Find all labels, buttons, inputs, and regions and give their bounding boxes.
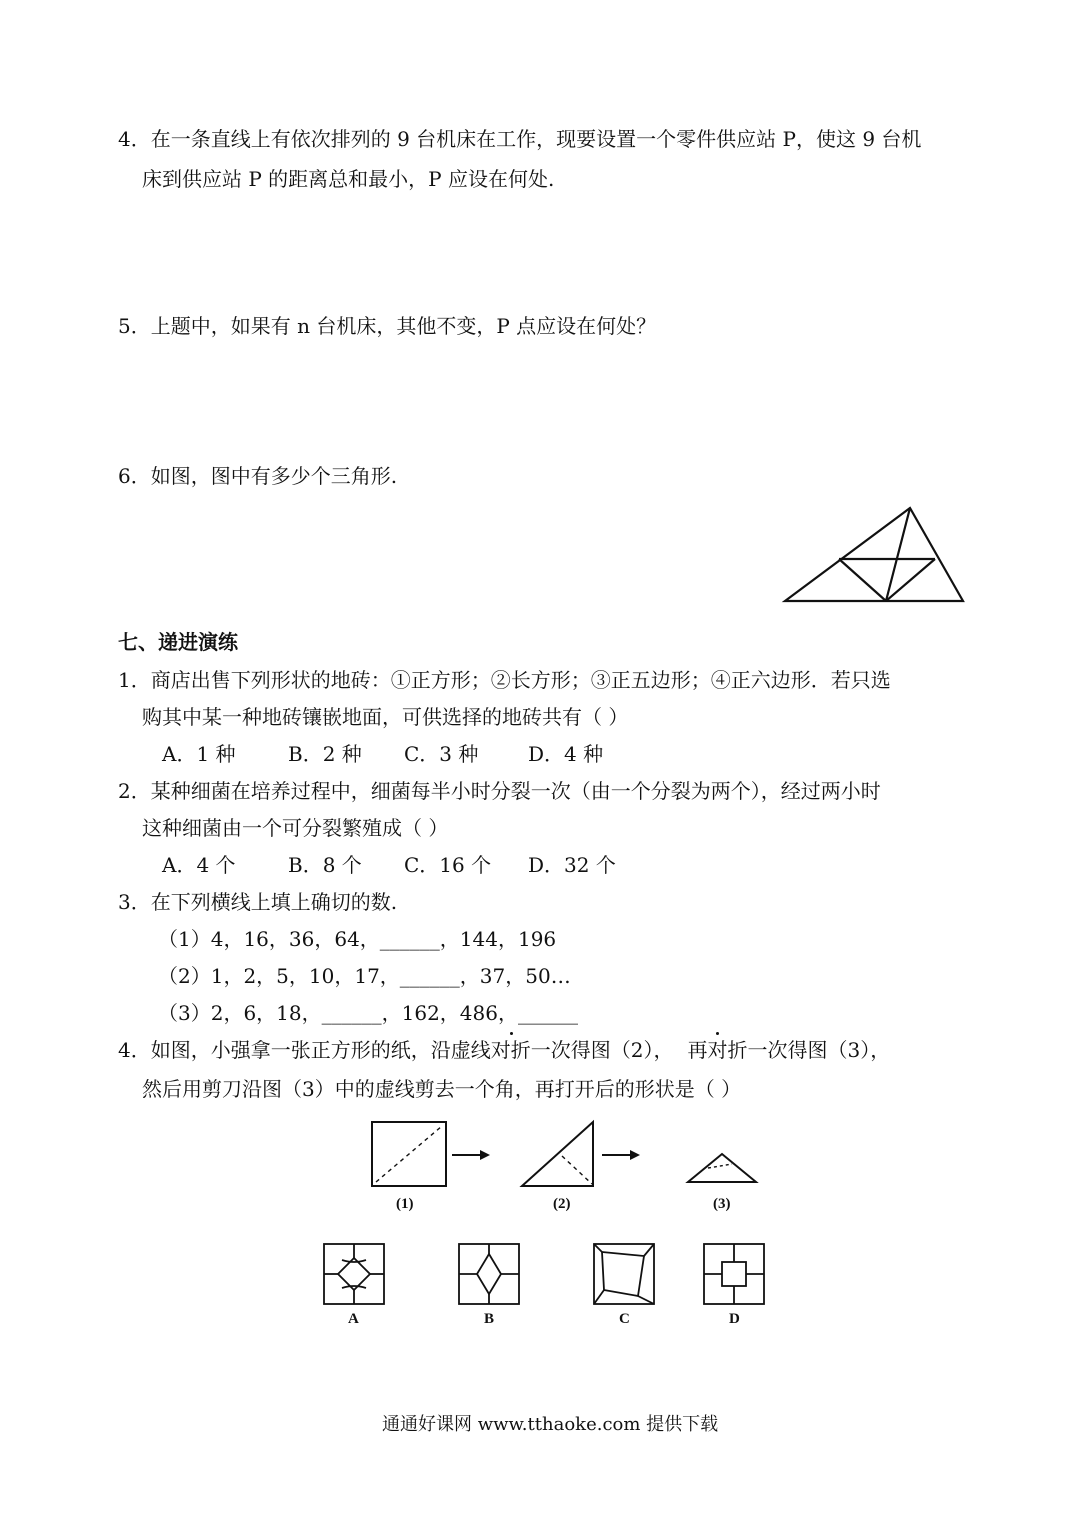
fig-caption-3: (3) [713,1196,731,1212]
fig-caption-2: (2) [553,1196,571,1212]
q2-option-d: D．32 个 [528,853,616,877]
problem-4-line-1: 4．在一条直线上有依次排列的 9 台机床在工作，现要设置一个零件供应站 P，使这 9 台机 [118,127,922,151]
choice-figure-a [322,1242,386,1306]
choice-figure-b [457,1242,521,1306]
fig-caption-1: (1) [396,1196,414,1212]
choice-figure-d [702,1242,766,1306]
problem-5-line-1: 5．上题中，如果有 n 台机床，其他不变，P 点应设在何处？ [118,314,657,338]
choice-caption-b: B [484,1311,495,1327]
q1-option-c: C．3 种 [404,742,479,766]
q3-sub-1: （1）4，16，36，64，______，144，196 [158,927,557,951]
q1-option-b: B．2 种 [288,742,362,766]
q2-line-2: 这种细菌由一个可分裂繁殖成（ ） [142,816,449,840]
fold-figure-1 [368,1118,450,1190]
arrow-icon [600,1148,642,1162]
q3-sub-2: （2）1，2，5，10，17，______，37，50… [158,964,571,988]
section-heading: 七、递进演练 [118,630,238,654]
q1-option-d: D．4 种 [528,742,604,766]
choice-caption-a: A [348,1311,359,1327]
problem-6-line-1: 6．如图，图中有多少个三角形. [118,464,398,488]
q4-line-1 [118,1036,890,1064]
q1-line-2: 购其中某一种地砖镶嵌地面，可供选择的地砖共有（ ） [142,705,629,729]
q2-option-b: B．8 个 [288,853,362,877]
triangle-figure [780,500,970,610]
q4-emphasis-fold-again: 再对折 [687,1038,748,1062]
q2-option-c: C．16 个 [404,853,492,877]
q2-line-1: 2．某种细菌在培养过程中，细菌每半小时分裂一次（由一个分裂为两个），经过两小时 [118,779,881,803]
q4-line-2: 然后用剪刀沿图（3）中的虚线剪去一个角，再打开后的形状是（ ） [142,1077,742,1101]
footer-text: 通通好课网 www.tthaoke.com 提供下载 [382,1414,719,1435]
fold-figure-3 [684,1148,760,1188]
q4-line-1-part-b: 一次得图（2）， [530,1038,674,1062]
q2-option-a: A．4 个 [162,853,236,877]
q4-line-1-part-c: 一次得图（3）， [747,1038,891,1062]
problem-4-line-2: 床到供应站 P 的距离总和最小，P 应设在何处. [142,167,555,191]
q4-line-1-part-a: 4．如图，小强拿一张正方形的纸，沿虚线 [118,1038,491,1062]
choice-caption-c: C [619,1311,630,1327]
q1-line-1: 1．商店出售下列形状的地砖：①正方形；②长方形；③正五边形；④正六边形．若只选 [118,668,891,692]
q3-line: 3．在下列横线上填上确切的数. [118,890,398,914]
choice-caption-d: D [729,1311,740,1327]
q4-emphasis-fold-once: 对折 [490,1038,531,1062]
fold-figure-2 [518,1118,598,1190]
arrow-icon [450,1148,492,1162]
q1-option-a: A．1 种 [162,742,236,766]
q3-sub-3: （3）2，6，18，______，162，486，______ [158,1001,578,1025]
choice-figure-c [592,1242,656,1306]
